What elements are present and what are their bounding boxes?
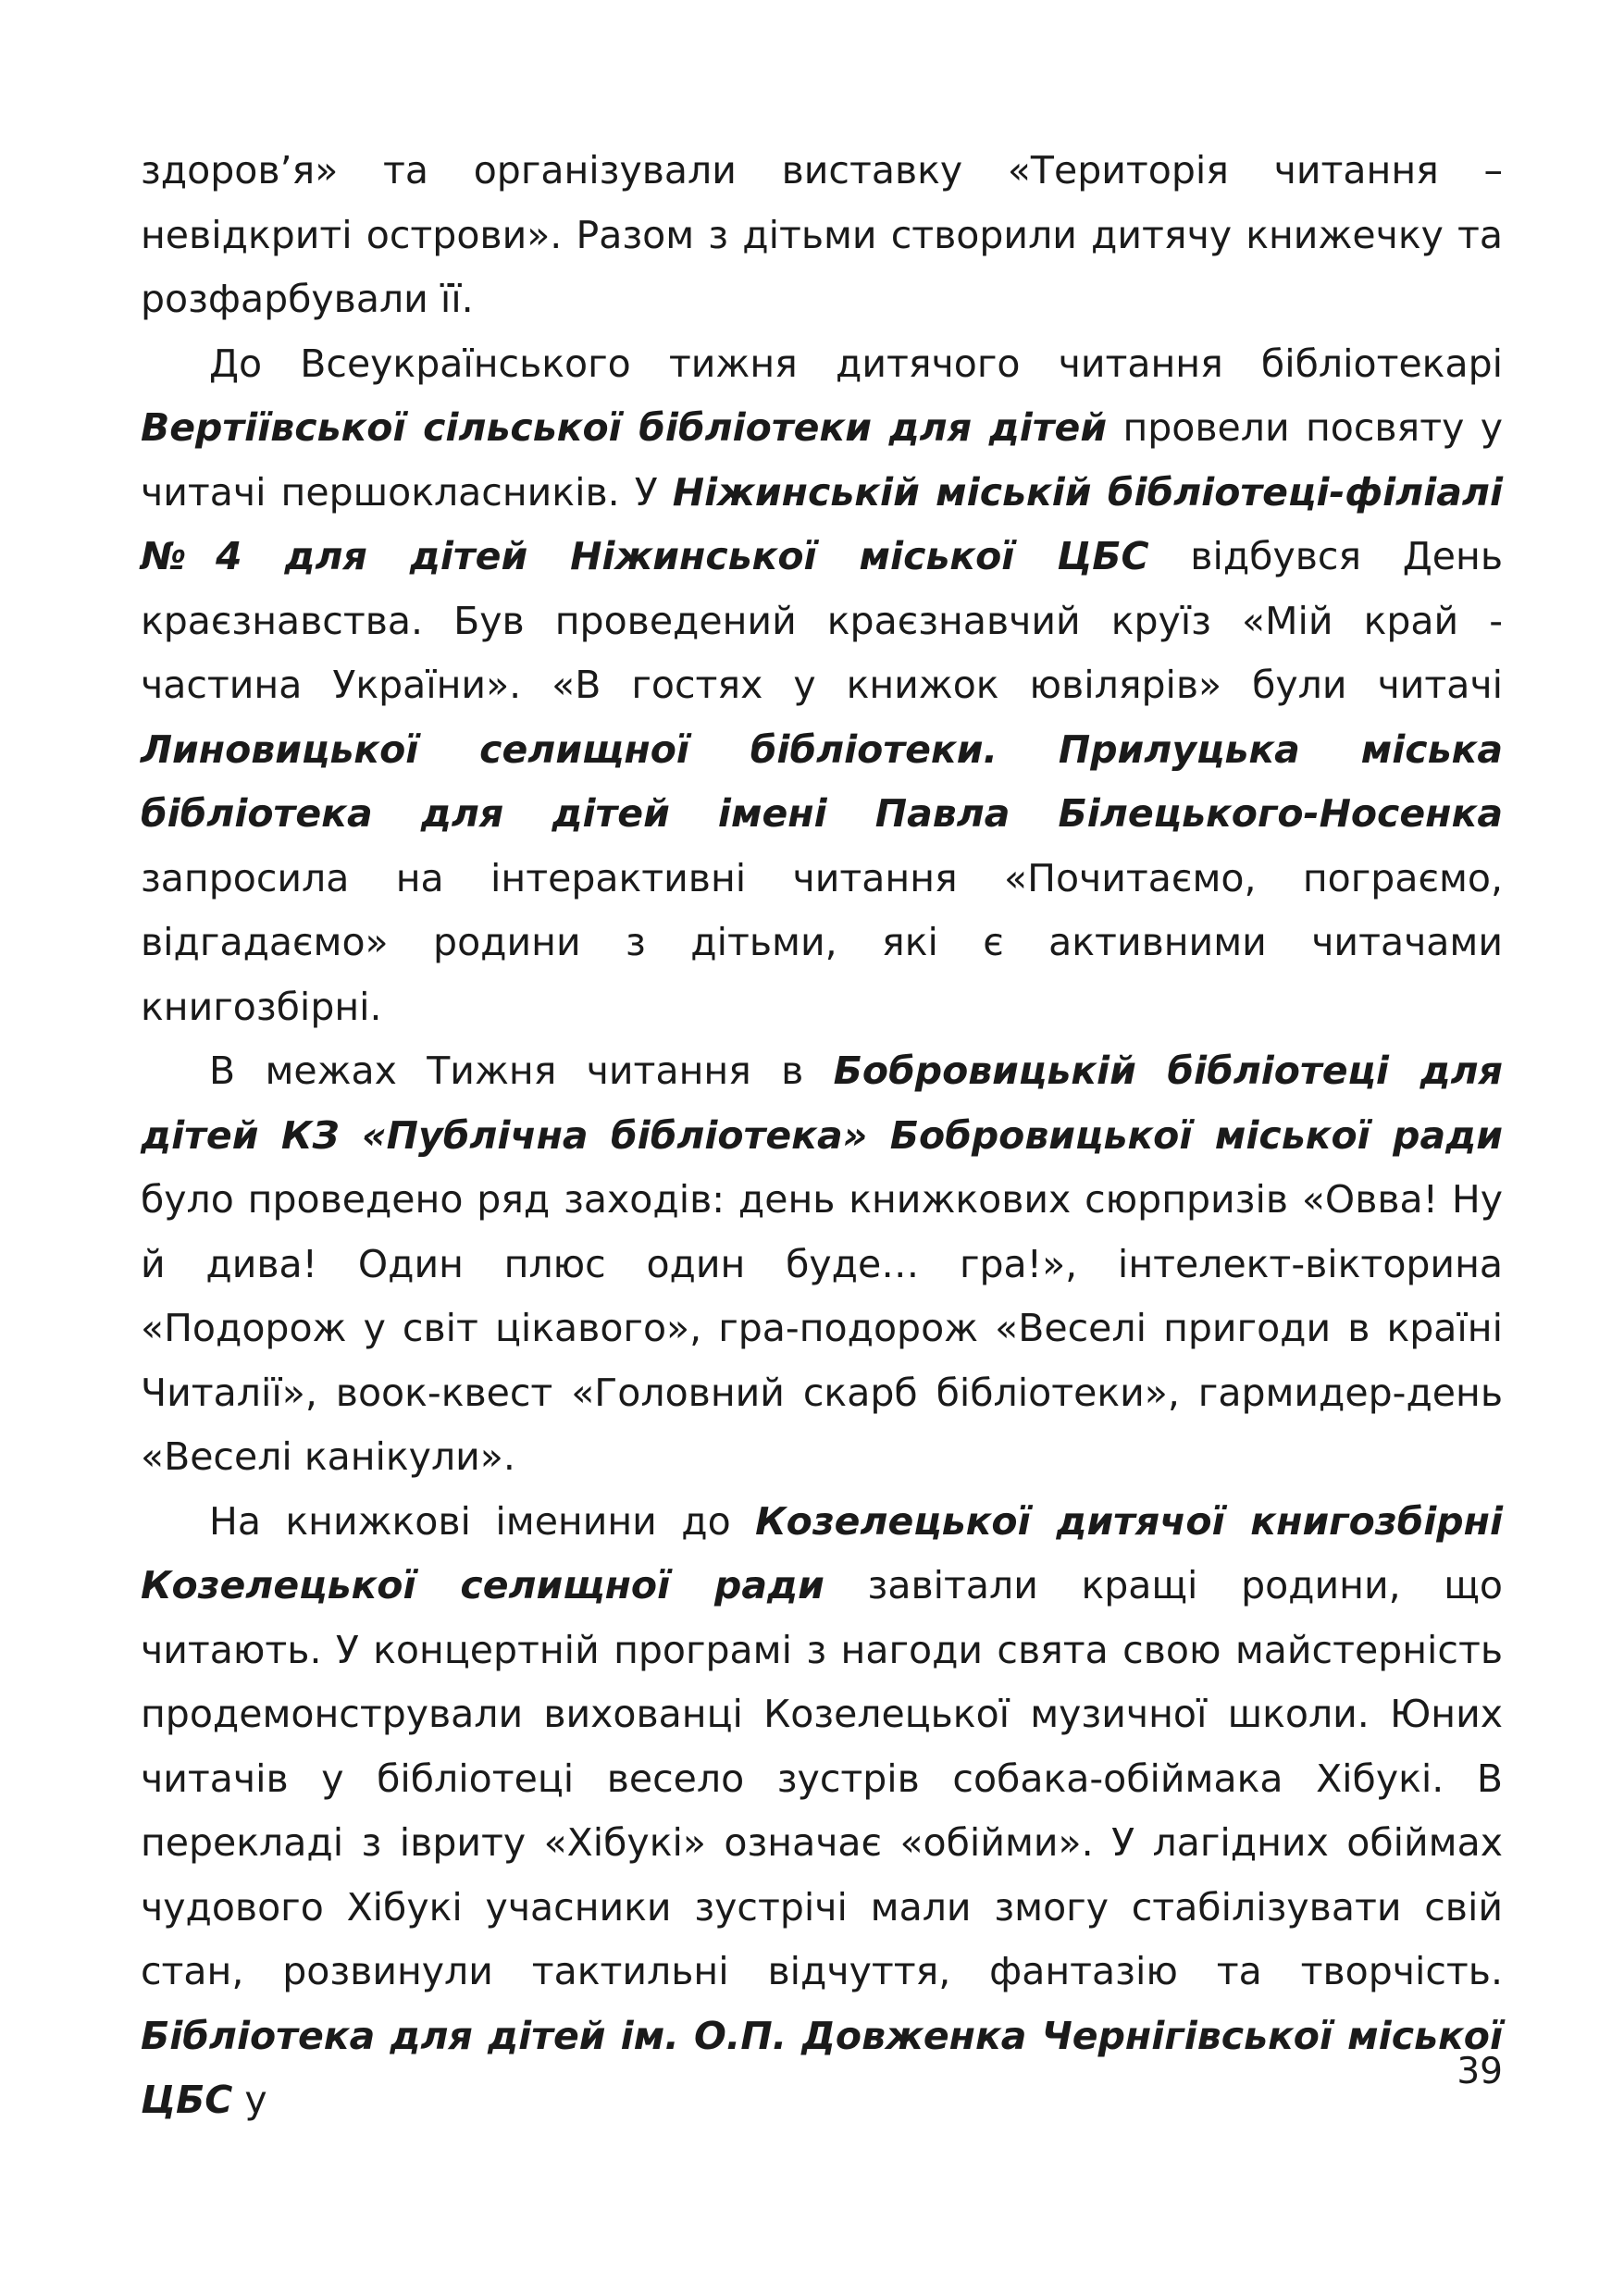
emphasized-institution-name: Вертіївської сільської бібліотеки для дітей [141,405,1108,450]
body-text: здоров’я» та організували виставку «Територія читання – невідкриті острови». Разом з дітьми створили дитячу книжечку та розфарбували її. [141,148,1503,321]
body-text: відбувся День краєзнавства. Був проведений краєзнавчий круїз «Мій край - частина України». «В гостях у книжок ювілярів» були читачі [141,534,1503,707]
body-text: запросила на інтерактивні читання «Почитаємо, пограємо, відгадаємо» родини з дітьми, які є активними читачами книгозбірні. [141,855,1503,1029]
emphasized-institution-name: Ніжинській міській бібліотеці-філіалі №4 для дітей Ніжинської міської ЦБС [141,469,1503,578]
emphasized-institution-name: Козелецької дитячої книгозбірні Козелецької селищної ради [141,1498,1504,1607]
paragraph [141,332,1503,1040]
emphasized-institution-name: Бобровицькій бібліотеці для дітей КЗ «Публічна бібліотека» Бобровицької міської ради [141,1049,1504,1158]
paragraph [141,139,1503,332]
body-text: В межах Тижня читання в [209,1049,834,1093]
emphasized-institution-name: Линовицької селищної бібліотеки. Прилуцька міська бібліотека для дітей імені Павла Білецького-Носенка [141,726,1503,836]
emphasized-institution-name: Бібліотека для дітей ім. О.П. Довженка Чернігівської міської ЦБС [141,2013,1503,2122]
page-number: 39 [1457,2051,1503,2092]
body-text: провели посвяту у читачі першокласників. У [141,405,1503,515]
body-text: До Всеукраїнського тижня дитячого читання бібліотекарі [209,341,1503,386]
body-text: завітали кращі родини, що читають. У концертній програмі з нагоди свята свою майстерність продемонстрували вихованці Козелецької музичної школи. Юних читачів у бібліотеці весело зустрів собака-обіймака Хібукі. В перекладі з івриту «Хібукі» означає «обійми». У лагідних обіймах чудового Хібукі учасники зустрічі мали змогу стабілізувати свій стан, розвинули тактильні відчуття, фантазію та творчість. [141,1563,1503,1993]
body-text: було проведено ряд заходів: день книжкових сюрпризів «Овва! Ну й дива! Один плюс один буде… гра!», інтелект-вікторина «Подорож у світ цікавого», гра-подорож «Веселі пригоди в країні Читалії», воок-квест «Головний скарб бібліотеки», гармидер-день «Веселі канікули». [141,1177,1503,1479]
paragraph [141,1490,1503,2133]
paragraph [141,1039,1503,1490]
body-text: На книжкові іменини до [209,1498,756,1544]
body-text: у [232,2078,267,2122]
document-page [141,139,1503,2133]
